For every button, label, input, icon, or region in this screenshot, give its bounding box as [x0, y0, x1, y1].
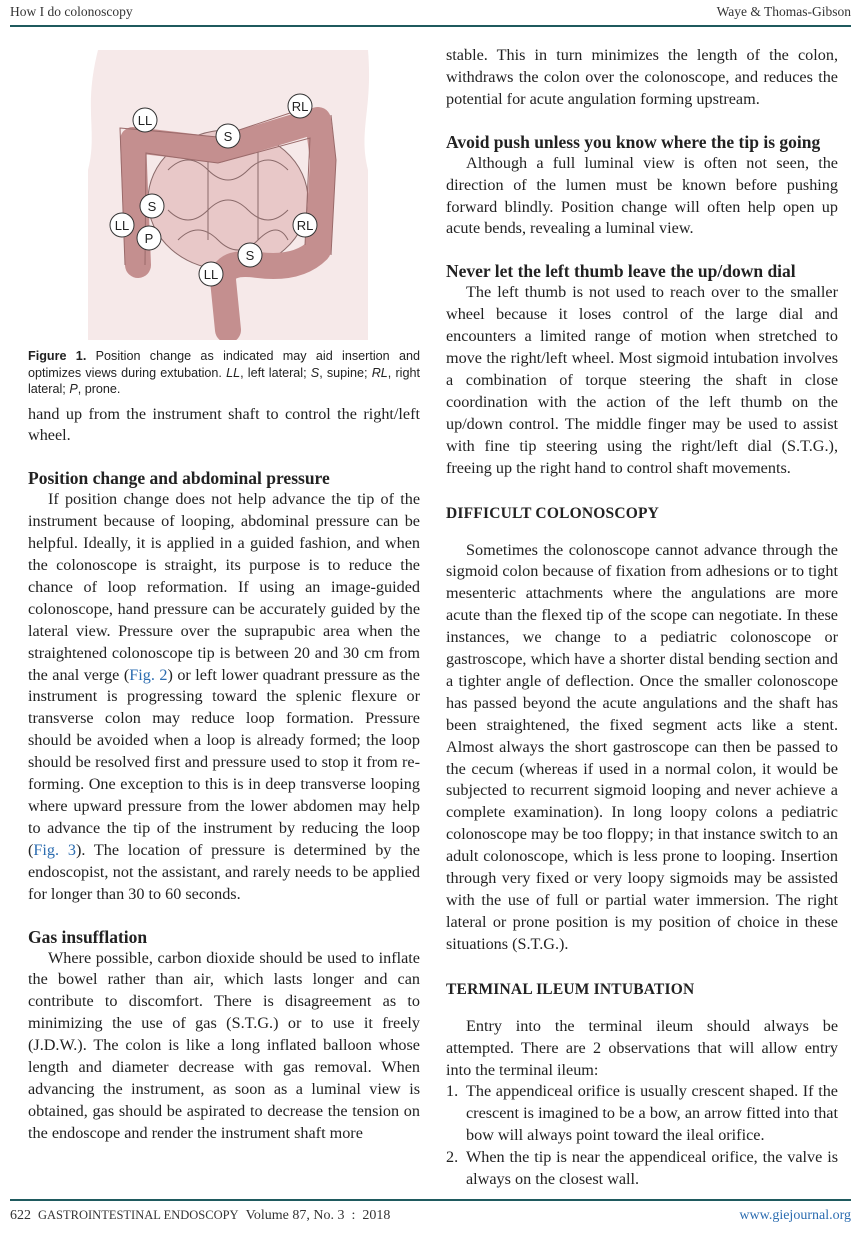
figure-2-link[interactable]: Fig. 2 — [129, 665, 168, 684]
paragraph: stable. This in turn minimizes the length of the colon, withdraws the colon over the colonoscope, and reduces the potential for acute angulation forming upstream. — [446, 46, 838, 108]
svg-text:S: S — [147, 199, 157, 214]
text: If position change does not help advance the tip of the instrument because of looping, abdominal pressure can be helpful. Ideally, it is applied in a guided fashion, and when the colonoscope is straight, its purpose is to reduce the chance of loop reformation. If using an image-guided colonoscope, hand pressure can be accurately guided by the lateral view. Pressure over the suprapubic area when the straightened colonoscope tip is between 20 and 30 cm from the anal verge ( — [28, 490, 420, 684]
abbr: RL — [371, 365, 388, 380]
label-p-descending — [137, 226, 161, 250]
colon-illustration — [28, 50, 420, 340]
figure-3-link[interactable]: Fig. 3 — [33, 840, 76, 859]
abbr-def: , right lateral; — [28, 365, 420, 396]
abbr: P — [69, 382, 78, 396]
volume-info: Volume 87, No. 3 : 2018 — [245, 1208, 391, 1223]
paragraph — [28, 489, 420, 905]
journal-url-link[interactable]: www.giejournal.org — [739, 1208, 851, 1223]
svg-text:S: S — [245, 248, 255, 263]
section-heading: Avoid push unless you know where the tip is going — [446, 131, 821, 152]
svg-text:P: P — [144, 231, 154, 246]
svg-text:LL: LL — [114, 218, 130, 233]
list-number: 2. — [446, 1148, 459, 1167]
svg-text:LL: LL — [203, 267, 219, 282]
left-column — [28, 50, 420, 1145]
running-header — [10, 4, 851, 20]
paragraph: hand up from the instrument shaft to control the right/left wheel. — [28, 404, 420, 445]
header-authors: Waye & Thomas-Gibson — [716, 4, 851, 19]
list-item — [446, 1147, 838, 1191]
text: ). The location of pressure is determined by the endoscopist, not the assistant, and rarely needs to be applied for longer than 30 to 60 seconds. — [28, 840, 420, 903]
header-rule — [10, 25, 851, 27]
abbr: LL — [226, 365, 241, 380]
caption-label: Figure 1. — [28, 349, 87, 363]
list-text: When the tip is near the appendiceal orifice, the valve is always on the closest wall. — [466, 1148, 838, 1189]
footer-citation — [10, 1208, 390, 1224]
right-column — [446, 45, 838, 1191]
label-ll-descending — [110, 213, 134, 237]
label-s-descending — [140, 194, 164, 218]
svg-text:RL: RL — [291, 99, 309, 114]
section-heading: Gas insufflation — [28, 926, 148, 947]
paragraph: Entry into the terminal ileum should always be attempted. There are 2 observations that will allow entry into the terminal ileum: — [446, 1016, 838, 1079]
label-ll-sigmoid — [199, 262, 223, 286]
paragraph: Although a full luminal view is often not seen, the direction of the lumen must be known before pushing forward blindly. Position change will often help open up acute bends, revealing a luminal view. — [446, 153, 838, 238]
paragraph: Where possible, carbon dioxide should be used to inflate the bowel rather than air, which lasts longer and can contribute to discomfort. There is disagreement as to minimizing the use of gas (S.T.G.) or to use it freely (J.D.W.). The colon is like a long inflated balloon whose length and diameter decrease with gas removal. When advancing the instrument, as soon as a luminal view is obtained, gas should be aspirated to decrease the tension on the endoscope and render the instrument shaft more — [28, 948, 420, 1142]
caption-text: Position change as indicated may aid insertion and optimizes views during extubation. — [28, 349, 421, 380]
svg-text:RL: RL — [296, 218, 314, 233]
abbr: S — [310, 365, 320, 380]
paragraph: The left thumb is not used to reach over to the smaller wheel because it loses control of the large dial and encounters a limited range of motion when stretched to move the right/left wheel. Most sigmoid intubation involves a combination of torque steering the shaft in close coordination with the action of the left thumb on the up/down control. The middle finger may be used to assist with fine tip steering using the right/left dial (S.T.G.), freeing up the right hand to control shaft movements. — [446, 283, 838, 477]
list-item — [446, 1081, 838, 1147]
section-heading: Position change and abdominal pressure — [28, 468, 330, 489]
svg-text:LL: LL — [137, 113, 153, 128]
abbr-def: , prone. — [77, 382, 121, 396]
section-heading: TERMINAL ILEUM INTUBATION — [446, 980, 695, 998]
abbr-def: , left lateral; — [240, 365, 311, 380]
label-rl-ascending — [293, 213, 317, 237]
section-heading: DIFFICULT COLONOSCOPY — [446, 504, 660, 522]
list-text: The appendiceal orifice is usually crescent shaped. If the crescent is imagined to be a bow, an arrow fitted into that bow will always point toward the ileal orifice. — [466, 1082, 838, 1145]
page-number: 622 — [10, 1208, 31, 1223]
section-heading: Never let the left thumb leave the up/down dial — [446, 261, 796, 282]
figure-caption — [28, 348, 420, 398]
running-footer — [10, 1208, 851, 1224]
label-ll-transverse-left — [133, 108, 157, 132]
label-s-cecum — [238, 243, 262, 267]
svg-text:S: S — [223, 129, 233, 144]
text: ) or left lower quadrant pressure as the instrument is progressing toward the splenic flexure or transverse colon may reduce loop formation. Pressure should be avoided when a loop is already formed; the loop should be resolved first and pressure used to stop it from re-forming. One exception to this is in deep transverse looping where upward pressure from the lower abdomen may help to advance the tip of the instrument by reducing the loop ( — [28, 665, 420, 859]
label-rl-hepatic — [288, 94, 312, 118]
header-title: How I do colonoscopy — [10, 4, 133, 19]
label-s-transverse — [216, 124, 240, 148]
figure-1 — [28, 50, 420, 340]
journal-name: GASTROINTESTINAL ENDOSCOPY — [38, 1208, 239, 1222]
paragraph: Sometimes the colonoscope cannot advance through the sigmoid colon because of fixation from adhesions or to tight mesenteric attachments where the angulations are more acute than the flexed tip of the scope can negotiate. In these instances, we change to a pediatric colonoscope or gastroscope, which have a shorter distal bending section and a tighter angle of deflection. Once the smaller colonoscope has passed beyond the acute angulations and the shaft has been straightened, the fixed segment acts like a stent. Almost always the short gastroscope can then be passed to the cecum (whereas if used in a normal colon, it would be subjected to recurrent sigmoid looping and never achieve a complete examination). In long loopy colons a pediatric colonoscope may be too floppy; in that instance switch to an adult colonoscope, which is less prone to looping. Insertion through very fixed or very loopy sigmoids may be assisted with the use of full or partial water immersion. The right lateral or prone position is my position of choice in these situations (S.T.G.). — [446, 540, 839, 953]
observation-list — [446, 1081, 838, 1191]
abbr-def: , supine; — [319, 365, 372, 380]
footer-rule — [10, 1199, 851, 1201]
list-number: 1. — [446, 1082, 459, 1101]
